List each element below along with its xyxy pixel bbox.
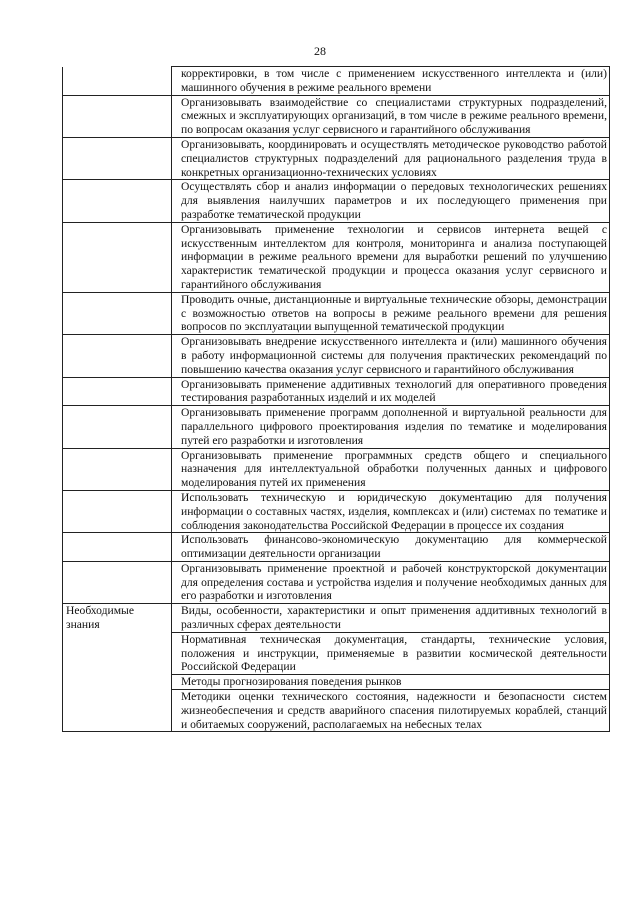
skill-cell: Организовывать взаимодействие со специалистами структурных подразделений, смежных и эксплуатирующих организаций, в том числе в режиме реального времени, по вопросам оказания услуг сервисного и гарантийного обслуживания [172,95,610,137]
skill-cell: корректировки, в том числе с применением искусственного интеллекта и (или) машинного обучения в режиме реального времени [172,67,610,96]
table-row [63,67,610,96]
table-row [63,561,610,603]
empty-label-cell [63,222,172,292]
empty-label-cell [63,95,172,137]
empty-label-cell [63,137,172,179]
skill-cell: Организовывать применение технологии и сервисов интернета вещей с искусственным интеллектом для контроля, мониторинга и анализа поступающей информации в режиме реального времени для выработки решений по улучшению характеристик тематической продукции и процесса оказания услуг сервисного и гарантийного обслуживания [172,222,610,292]
empty-label-cell [63,67,172,96]
empty-label-cell [63,180,172,222]
table-row [63,533,610,562]
empty-label-cell [63,335,172,377]
table-row [63,335,610,377]
skill-cell: Проводить очные, дистанционные и виртуальные технические обзоры, демонстрации с возможностью ответов на вопросы в режиме реального времени для решения вопросов по эксплуатации выпущенной тематической продукции [172,292,610,334]
knowledge-cell: Методы прогнозирования поведения рынков [172,675,610,690]
skill-cell: Организовывать, координировать и осуществлять методическое руководство работой специалистов структурных подразделений для рационального разделения труда в конкретных организационно-технических условиях [172,137,610,179]
skill-cell: Осуществлять сбор и анализ информации о передовых технологических решениях для выявления наилучших параметров и их последующего применения при разработке тематической продукции [172,180,610,222]
competency-table [62,66,610,732]
empty-label-cell [63,448,172,490]
skill-cell: Организовывать применение аддитивных технологий для оперативного проведения тестирования разработанных изделий и их моделей [172,377,610,406]
knowledge-cell: Методики оценки технического состояния, надежности и безопасности систем жизнеобеспечения и средств аварийного спасения пилотируемых кораблей, станций и обитаемых сооружений, располагаемых на небесных телах [172,690,610,732]
empty-label-cell [63,490,172,532]
table-row [63,604,610,633]
empty-label-cell [63,292,172,334]
empty-label-cell [63,533,172,562]
table-row [63,448,610,490]
knowledge-label: Необходимые знания [63,604,172,732]
skill-cell: Организовывать применение программных средств общего и специального назначения для интеллектуальной обработки полученных данных и цифрового моделирования путей их применения [172,448,610,490]
table-row [63,490,610,532]
table-row [63,222,610,292]
skill-cell: Использовать техническую и юридическую документацию для получения информации о составных частях, изделия, комплексах и (или) системах по тематике и соблюдения законодательства Российской Федерации в процессе их создания [172,490,610,532]
table-row [63,137,610,179]
skill-cell: Использовать финансово-экономическую документацию для коммерческой оптимизации деятельности организации [172,533,610,562]
table-row [63,292,610,334]
table-row [63,180,610,222]
empty-label-cell [63,377,172,406]
skill-cell: Организовывать применение программ дополненной и виртуальной реальности для параллельного цифрового проектирования изделия по тематике и моделирования путей его разработки и изготовления [172,406,610,448]
empty-label-cell [63,561,172,603]
table-row [63,406,610,448]
knowledge-cell: Нормативная техническая документация, стандарты, технические условия, положения и инструкции, применяемые в развитии космической деятельности Российской Федерации [172,632,610,674]
empty-label-cell [63,406,172,448]
skill-cell: Организовывать применение проектной и рабочей конструкторской документации для определения состава и устройства изделия и получение необходимых данных для его разработки и изготовления [172,561,610,603]
knowledge-cell: Виды, особенности, характеристики и опыт применения аддитивных технологий в различных сферах деятельности [172,604,610,633]
skill-cell: Организовывать внедрение искусственного интеллекта и (или) машинного обучения в работу информационной системы для получения практических рекомендаций по повышению качества оказания услуг сервисного и гарантийного обслуживания [172,335,610,377]
table-row [63,377,610,406]
competency-table-body [63,67,610,732]
page-number: 28 [314,44,326,58]
table-row [63,95,610,137]
